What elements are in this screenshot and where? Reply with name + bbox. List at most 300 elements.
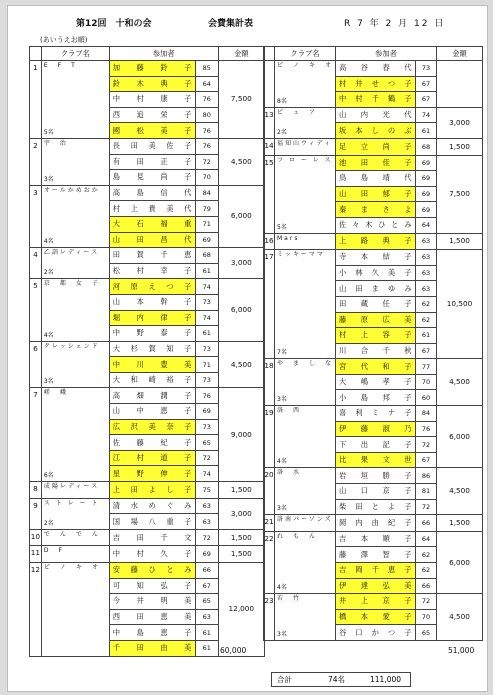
member-age: 67 (195, 578, 218, 594)
member-age: 86 (416, 468, 437, 484)
table-row (30, 546, 265, 563)
member-age: 70 (416, 374, 437, 390)
club-name: E F T (43, 62, 77, 69)
member-name: 山内光代 (336, 107, 416, 123)
club-cell (275, 359, 336, 406)
club-name: 福知山ウィディ (277, 139, 333, 147)
club-name: ピ ノ キ オ (277, 62, 334, 69)
club-amount: 1,500 (437, 138, 483, 155)
table-row (264, 359, 483, 375)
member-age: 70 (195, 170, 218, 186)
club-name: れ も ん (277, 532, 318, 540)
member-name: 高畑潤子 (109, 388, 195, 404)
member-age: 68 (416, 138, 437, 155)
member-header: 参加者 (336, 47, 437, 61)
table-row (30, 185, 265, 201)
member-name: 中島恵子 (109, 625, 195, 641)
club-amount: 1,500 (437, 515, 483, 532)
club-number: 16 (264, 233, 275, 250)
member-age: 62 (416, 312, 437, 328)
member-age: 80 (195, 107, 218, 123)
table-row (264, 61, 483, 77)
club-number: 2 (30, 138, 42, 185)
club-name: で ん で ん (43, 530, 100, 538)
club-cell (41, 138, 109, 185)
table-row (264, 155, 483, 171)
club-cell (275, 155, 336, 233)
grand-total-label: 合計 (277, 675, 292, 684)
club-number: 23 (264, 594, 275, 641)
member-name: 西追栄子 (109, 107, 195, 123)
club-member-count: 2名 (43, 519, 54, 527)
member-name: 足立尚子 (336, 138, 416, 155)
club-cell (41, 546, 109, 563)
document-page (7, 5, 488, 692)
member-name: 河原えつ子 (109, 279, 195, 295)
club-number: 19 (264, 406, 275, 468)
grand-total-amount: 111,000 (370, 675, 402, 684)
member-name: 有田正子 (109, 154, 195, 170)
member-age: 64 (416, 531, 437, 547)
member-age: 72 (195, 529, 218, 546)
member-age: 67 (416, 343, 437, 359)
member-name: 村上貴美代 (109, 201, 195, 217)
club-amount: 6,000 (218, 279, 264, 341)
table-row (264, 531, 483, 547)
member-age: 65 (195, 435, 218, 451)
club-name: クレッシェンド (43, 342, 100, 350)
member-age: 63 (416, 233, 437, 250)
member-age: 63 (195, 514, 218, 530)
member-age: 66 (416, 578, 437, 594)
member-name: 佐々木ひとみ (336, 217, 416, 233)
member-age: 76 (195, 388, 218, 404)
member-name: 吉田千文 (109, 529, 195, 546)
member-name: 宮代和子 (336, 359, 416, 375)
club-number: 22 (264, 531, 275, 593)
member-age: 67 (416, 452, 437, 468)
member-name: 坂本しのぶ (336, 123, 416, 139)
member-age: 72 (195, 154, 218, 170)
member-name: 江村道子 (109, 450, 195, 466)
member-age: 61 (416, 123, 437, 139)
club-name: D F (43, 547, 64, 555)
club-name: 嵯 峨 (43, 389, 68, 397)
member-age: 65 (195, 594, 218, 610)
club-name: ピ ュ ア (277, 108, 318, 116)
table-row (264, 594, 483, 610)
member-name: 山田昌代 (109, 232, 195, 248)
club-cell (275, 468, 336, 515)
member-age: 74 (195, 279, 218, 295)
right-fee-table (263, 46, 483, 641)
member-age: 65 (416, 625, 437, 641)
member-age: 72 (416, 437, 437, 453)
member-age: 72 (416, 594, 437, 610)
member-age: 76 (416, 421, 437, 437)
member-name: 山田郁子 (336, 186, 416, 202)
club-amount: 4,500 (437, 359, 483, 406)
club-amount: 3,000 (437, 107, 483, 138)
member-age: 68 (195, 248, 218, 264)
member-name: 大嶋孝子 (336, 374, 416, 390)
member-name: 藤原広美 (336, 312, 416, 328)
club-number: 5 (30, 279, 42, 341)
member-age: 63 (416, 265, 437, 281)
member-name: 村上容子 (336, 328, 416, 344)
member-name: 小林久美子 (336, 265, 416, 281)
club-name: ピ ノ キ オ (43, 564, 100, 571)
club-cell (41, 482, 109, 499)
club-amount: 4,500 (437, 468, 483, 515)
member-name: 田賀千恵 (109, 248, 195, 264)
club-amount: 7,500 (218, 61, 264, 139)
club-amount: 3,000 (218, 248, 264, 279)
club-name: Mars (277, 234, 300, 242)
member-age: 66 (416, 515, 437, 532)
member-name: 秦まさよ (336, 202, 416, 218)
member-age: 60 (416, 390, 437, 406)
left-total: 60,000 (220, 646, 247, 655)
member-age: 63 (416, 250, 437, 266)
table-header-row (30, 47, 265, 61)
member-name: 可知弘子 (109, 578, 195, 594)
member-name: 中村康子 (109, 92, 195, 108)
club-amount: 1,500 (218, 546, 264, 563)
member-age: 84 (195, 185, 218, 201)
member-name: 長田美佐子 (109, 138, 195, 154)
club-number: 6 (30, 341, 42, 388)
club-number: 20 (264, 468, 275, 515)
club-cell (41, 248, 109, 279)
club-number (264, 61, 275, 108)
club-name: ス ト レ ー ト (43, 499, 100, 507)
club-name: 成陽レディース (43, 483, 100, 491)
member-age: 61 (416, 328, 437, 344)
club-member-count: 2名 (277, 128, 287, 136)
club-cell (41, 498, 109, 529)
club-header: クラブ名 (275, 47, 336, 61)
member-age: 77 (416, 359, 437, 375)
club-amount: 4,500 (218, 341, 264, 388)
club-member-count: 4名 (277, 458, 287, 466)
member-name: 今井明美 (109, 594, 195, 610)
member-name: 大石福重 (109, 216, 195, 232)
member-name: 橋本愛子 (336, 609, 416, 625)
club-number: 4 (30, 248, 42, 279)
member-name: 高島信代 (109, 185, 195, 201)
club-number: 1 (30, 61, 42, 139)
table-row (264, 468, 483, 484)
club-cell (275, 515, 336, 532)
club-member-count: 4名 (277, 584, 287, 592)
club-member-count: 3名 (277, 505, 287, 513)
member-name: 中野泰子 (109, 326, 195, 342)
club-name: 洛 水 (277, 469, 302, 477)
member-age: 69 (416, 171, 437, 187)
member-name: 村井せつ子 (336, 76, 416, 92)
member-age: 61 (195, 263, 218, 279)
member-age: 63 (195, 609, 218, 625)
member-name: 比果文世 (336, 452, 416, 468)
club-cell (41, 529, 109, 546)
club-member-count: 3名 (277, 630, 287, 638)
club-member-count: 7名 (277, 349, 287, 357)
member-age: 73 (195, 419, 218, 435)
grand-total-box (271, 672, 411, 687)
club-number: 9 (30, 498, 42, 529)
club-name: 京 都 女 子 (43, 280, 100, 288)
member-age: 76 (195, 92, 218, 108)
member-name: 山中恵子 (109, 404, 195, 420)
member-name: 田蔵任子 (336, 296, 416, 312)
amount-header: 金額 (218, 47, 264, 61)
club-name: や ま し な (277, 360, 334, 368)
member-name: 大和崎裕子 (109, 372, 195, 388)
member-age: 76 (195, 138, 218, 154)
member-age: 61 (195, 640, 218, 656)
club-cell (275, 138, 336, 155)
member-name: 松村幸子 (109, 263, 195, 279)
member-age: 69 (195, 546, 218, 563)
club-amount: 9,000 (218, 388, 264, 482)
member-name: 佐藤紀子 (109, 435, 195, 451)
member-age: 72 (195, 450, 218, 466)
no-header (30, 47, 42, 61)
member-age: 67 (416, 92, 437, 108)
table-row (30, 482, 265, 499)
club-number: 17 (264, 250, 275, 359)
table-row (30, 138, 265, 154)
member-header: 参加者 (109, 47, 218, 61)
club-cell (275, 250, 336, 359)
member-age: 69 (416, 186, 437, 202)
member-age: 69 (416, 155, 437, 171)
table-row (264, 233, 483, 250)
club-cell (41, 563, 109, 657)
club-cell (41, 279, 109, 341)
club-member-count: 3名 (43, 175, 54, 183)
club-amount: 12,000 (218, 563, 264, 657)
member-name: 高谷春代 (336, 61, 416, 77)
club-amount: 4,500 (218, 138, 264, 185)
club-number: 14 (264, 138, 275, 155)
club-amount: 6,000 (437, 406, 483, 468)
member-age: 85 (195, 61, 218, 77)
member-name: 鳥島靖代 (336, 171, 416, 187)
member-age: 63 (416, 281, 437, 297)
member-age: 73 (195, 341, 218, 357)
member-name: 國松美子 (109, 123, 195, 139)
club-member-count: 3名 (43, 378, 54, 386)
table-row (30, 388, 265, 404)
club-name: 乙訓レディース (43, 249, 100, 257)
member-name: 柴田とよ子 (336, 499, 416, 515)
member-age: 67 (416, 76, 437, 92)
grand-total-count: 74名 (328, 675, 346, 684)
member-age: 73 (416, 61, 437, 77)
member-name: 下出記子 (336, 437, 416, 453)
club-cell (275, 531, 336, 593)
club-amount: 3,000 (218, 498, 264, 529)
member-age: 73 (195, 372, 218, 388)
member-name: 千田由美 (109, 640, 195, 656)
member-age: 79 (195, 201, 218, 217)
club-number: 10 (30, 529, 42, 546)
member-age: 64 (195, 76, 218, 92)
club-name: 洛南パーソンズ (277, 516, 333, 524)
member-name: 吉本順子 (336, 531, 416, 547)
member-age: 62 (416, 547, 437, 563)
member-age: 69 (416, 202, 437, 218)
member-name: 堀内律子 (109, 310, 195, 326)
member-name: 西田恵美 (109, 609, 195, 625)
member-name: 加藤鈴子 (109, 61, 195, 77)
club-number: 11 (30, 546, 42, 563)
table-row (264, 138, 483, 155)
member-age: 69 (195, 232, 218, 248)
club-cell (275, 233, 336, 250)
member-age: 84 (416, 406, 437, 422)
member-age: 76 (195, 123, 218, 139)
member-name: 上田よし子 (109, 482, 195, 499)
table-row (30, 498, 265, 514)
member-age: 63 (195, 498, 218, 514)
member-name: 寺本結子 (336, 250, 416, 266)
member-age: 75 (195, 482, 218, 499)
member-age: 70 (416, 609, 437, 625)
table-row (30, 279, 265, 295)
table-row (30, 61, 265, 77)
club-cell (41, 185, 109, 247)
member-age: 74 (195, 310, 218, 326)
club-member-count: 5名 (277, 223, 287, 231)
member-name: 川合千秋 (336, 343, 416, 359)
club-member-count: 4名 (43, 331, 54, 339)
member-age: 71 (195, 216, 218, 232)
member-age: 74 (195, 466, 218, 482)
member-name: 山本幹子 (109, 294, 195, 310)
member-name: 小島邦子 (336, 390, 416, 406)
member-name: 井上京子 (336, 594, 416, 610)
table-row (30, 563, 265, 579)
member-age: 62 (416, 296, 437, 312)
club-amount: 6,000 (437, 531, 483, 593)
club-name: 若 竹 (277, 595, 302, 603)
member-name: 中村千鶴子 (336, 92, 416, 108)
table-row (264, 406, 483, 422)
amount-header: 金額 (437, 47, 483, 61)
member-age: 69 (195, 404, 218, 420)
club-name: ミッキーママ (277, 251, 325, 259)
club-cell (41, 388, 109, 482)
member-name: 池田佳子 (336, 155, 416, 171)
member-name: 岩垣勝子 (336, 468, 416, 484)
club-number: 15 (264, 155, 275, 233)
club-cell (41, 61, 109, 139)
club-cell (275, 107, 336, 138)
club-amount: 4,500 (437, 594, 483, 641)
member-age: 73 (195, 294, 218, 310)
member-name: 藤澤智子 (336, 547, 416, 563)
member-name: 伊藤淑乃 (336, 421, 416, 437)
member-name: 広沢美奈子 (109, 419, 195, 435)
club-amount: 10,500 (437, 250, 483, 359)
club-name: オールかめおか (43, 186, 100, 194)
club-amount: 6,000 (218, 185, 264, 247)
member-name: 安藤ひとみ (109, 563, 195, 579)
club-number: 8 (30, 482, 42, 499)
member-name: 清水めぐみ (109, 498, 195, 514)
club-member-count: 3名 (277, 396, 287, 404)
table-row (30, 341, 265, 357)
club-cell (275, 406, 336, 468)
table-row (264, 107, 483, 123)
member-age: 61 (195, 625, 218, 641)
club-number: 12 (30, 563, 42, 657)
table-row (264, 515, 483, 532)
member-name: 山口京子 (336, 484, 416, 500)
club-number: 18 (264, 359, 275, 406)
club-number: 7 (30, 388, 42, 482)
member-name: 岡内由紀子 (336, 515, 416, 532)
club-name: 洛 西 (277, 407, 302, 415)
member-name: 星野伸子 (109, 466, 195, 482)
club-name: 宇 治 (43, 139, 68, 147)
club-number: 3 (30, 185, 42, 247)
member-age: 61 (195, 326, 218, 342)
left-fee-table (29, 46, 265, 657)
member-name: 中川豊美 (109, 357, 195, 373)
table-row (30, 248, 265, 264)
club-number: 21 (264, 515, 275, 532)
club-member-count: 4名 (43, 238, 54, 246)
member-name: 中村久子 (109, 546, 195, 563)
sort-note: (あいうえお順) (40, 36, 88, 44)
club-amount: 1,500 (218, 482, 264, 499)
member-name: 喜利ミナ子 (336, 406, 416, 422)
club-amount: 7,500 (437, 155, 483, 233)
club-header: クラブ名 (41, 47, 109, 61)
club-cell (275, 61, 336, 108)
member-age: 64 (416, 217, 437, 233)
member-name: 上路典子 (336, 233, 416, 250)
club-member-count: 2名 (43, 269, 54, 277)
member-age: 62 (416, 563, 437, 579)
right-total: 51,000 (448, 646, 475, 655)
member-name: 谷口かつ子 (336, 625, 416, 641)
club-name: フ ロ ー レ ス (277, 156, 333, 164)
club-cell (41, 341, 109, 388)
member-age: 74 (416, 107, 437, 123)
member-age: 81 (416, 484, 437, 500)
table-row (264, 250, 483, 266)
document-title: 第12回 十和の会 (76, 19, 152, 29)
club-amount: 1,500 (437, 233, 483, 250)
club-member-count: 8名 (277, 97, 287, 105)
member-name: 伊達弘美 (336, 578, 416, 594)
table-row (30, 529, 265, 546)
club-cell (275, 594, 336, 641)
club-amount: 1,500 (218, 529, 264, 546)
member-name: 国場八重子 (109, 514, 195, 530)
no-header (264, 47, 275, 61)
club-number: 13 (264, 107, 275, 138)
member-age: 66 (195, 563, 218, 579)
club-member-count: 5名 (43, 128, 54, 136)
club-member-count: 6名 (43, 472, 54, 480)
member-name: 鈴木典子 (109, 76, 195, 92)
